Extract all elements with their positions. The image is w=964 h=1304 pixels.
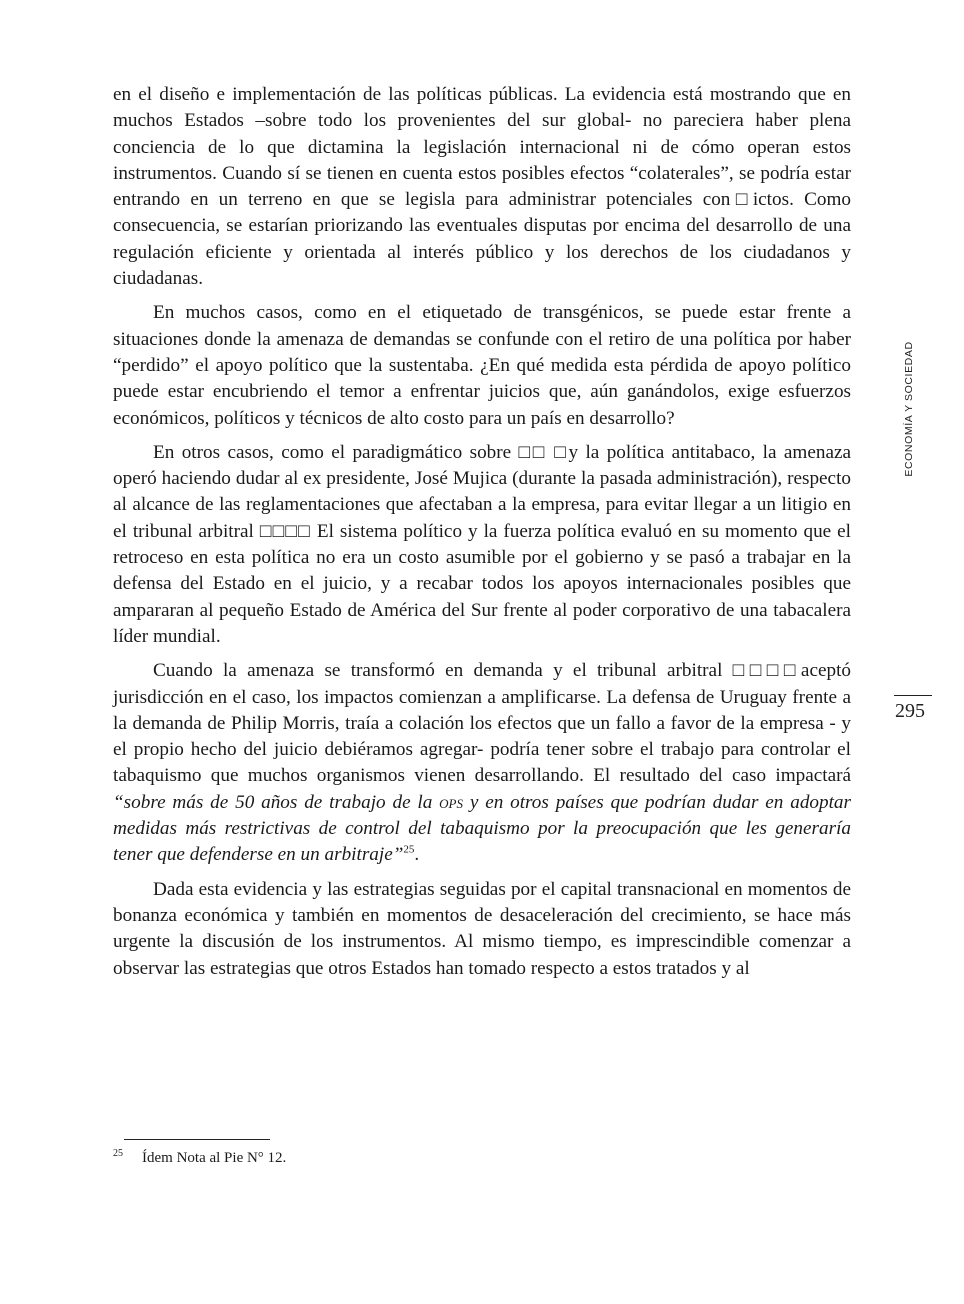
- footnote-text: Ídem Nota al Pie N° 12.: [142, 1150, 287, 1166]
- main-text: [113, 82, 851, 990]
- paragraph-1: en el diseño e implementación de las políticas públicas. La evidencia está mostrando que en muchos Estados –sobre todo los provenientes del sur global- no pareciera haber plena conciencia de lo que dictamina la legislación internacional ni de cómo operan estos instrumentos. Cuando sí se tienen en cuenta estos posibles efectos “colaterales”, se podría estar entrando en un terreno en que se legisla para administrar potenciales con□ictos. Como consecuencia, se estarían priorizando las eventuales disputas por encima del desarrollo de una regulación eficiente y orientada al interés público y los derechos de los ciudadanos y ciudadanas.: [113, 84, 851, 290]
- paragraph-3: En otros casos, como el paradigmático sobre □□ □y la política antitabaco, la amenaza operó haciendo dudar al ex presidente, José Mujica (durante la pasada administración), respecto al alcance de las reglamentaciones que afectaban a la empresa, para evitar llegar a un litigio en el tribunal arbitral □□□□ El sistema político y la fuerza política evaluó en su momento que el retroceso en esta política no era un costo asumible por el gobierno y se pasó a trabajar en la defensa del Estado en el juicio, y a recabar todos los apoyos internacionales posibles que ampararan al pequeño Estado de América del Sur frente al poder corporativo de una tabacalera líder mundial.: [113, 441, 851, 647]
- paragraph-2: En muchos casos, como en el etiquetado de transgénicos, se puede estar frente a situaciones donde la amenaza de demandas se confunde con el retiro de una política por haber “perdido” el apoyo político que la sustentaba. ¿En qué medida esta pérdida de apoyo político puede estar encubriendo el temor a enfrentar juicios que, aún ganándolos, exige esfuerzos económicos, políticos y técnicos de alto costo para un país en desarrollo?: [113, 302, 851, 429]
- footnote-separator: [124, 1139, 270, 1140]
- paragraph-5: Dada esta evidencia y las estrategias seguidas por el capital transnacional en momentos de bonanza económica y también en momentos de desaceleración del crecimiento, se hace más urgente la discusión de los instrumentos. Al mismo tiempo, es imprescindible comenzar a observar las estrategias que otros Estados han tomado respecto a estos tratados y al: [113, 878, 851, 979]
- page-number-rule: [894, 695, 932, 696]
- paragraph-4: [113, 658, 851, 868]
- footnote-number: 25: [113, 1148, 123, 1159]
- quotation-part-1: “sobre más de 50 años de trabajo de la: [113, 791, 440, 813]
- section-label: ECONOMÍA Y SOCIEDAD: [903, 341, 915, 477]
- quotation-part-2: y en otros países que podrían dudar en adoptar medidas más restrictivas de control del tabaquismo por la preocupación que les generaría tener que defenderse en un arbitraje”: [113, 791, 851, 866]
- quotation-acronym: ops: [439, 791, 464, 813]
- paragraph-4-text: Cuando la amenaza se transformó en demanda y el tribunal arbitral □□□□aceptó jurisdicción en el caso, los impactos comienzan a amplificarse. La defensa de Uruguay frente a la demanda de Philip Morris, traía a colación los efectos que un fallo a favor de la empresa - y el propio hecho del juicio debiéramos agregar- podría tener sobre el trabajo para controlar el tabaquismo que muchos organismos vienen desarrollando. El resultado del caso impactará: [113, 660, 851, 787]
- running-header-side: [903, 331, 915, 487]
- quotation: [113, 792, 851, 866]
- footnote: [113, 1148, 286, 1167]
- footnote-reference[interactable]: 25: [403, 843, 415, 856]
- paragraph-4-end: .: [414, 844, 420, 866]
- page-number: 295: [895, 700, 925, 722]
